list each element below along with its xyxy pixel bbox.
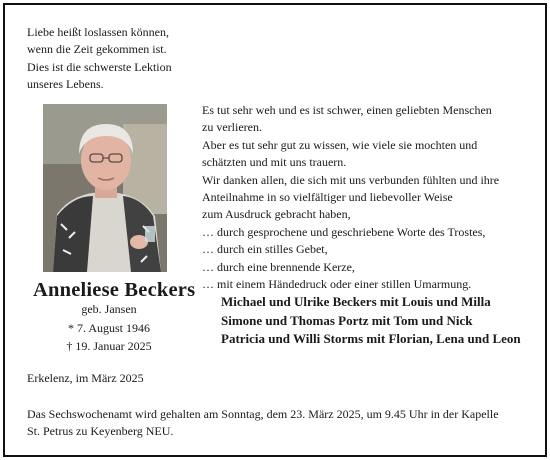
life-dates [33,320,185,355]
poem-line: wenn die Zeit gekommen ist. [27,42,167,57]
message-line: … durch ein stilles Gebet, [202,242,328,257]
message-line: … mit einem Händedruck oder einer stillen Umarmung. [202,276,472,291]
message-line: schätzten und mit uns trauern. [202,155,347,170]
place-and-date: Erkelenz, im März 2025 [27,371,144,385]
death-date: † 19. Januar 2025 [66,338,152,353]
thank-you-message [202,102,499,293]
poem-line: unseres Lebens. [27,77,104,92]
service-line: Das Sechswochenamt wird gehalten am Sonntag, dem 23. März 2025, um 9.45 Uhr in der Kapelle [27,407,499,421]
message-line: Wir danken allen, die sich mit uns verbunden fühlten und ihre [202,172,500,187]
message-line: … durch eine brennende Kerze, [202,259,355,274]
maiden-name: geb. Jansen [81,302,137,316]
poem-line: Liebe heißt loslassen können, [27,25,169,39]
birth-date: * 7. August 1946 [67,321,150,335]
family-line: Michael und Ulrike Beckers mit Louis und Milla [221,294,491,309]
message-line: Anteilnahme in so vielfältiger und liebevoller Weise [202,189,453,204]
deceased-name: Anneliese Beckers [33,279,196,301]
portrait-illustration [43,104,167,272]
family-signatures [221,293,521,349]
message-line: zu verlieren. [202,120,262,135]
portrait-photo [43,104,167,272]
poem-line: Dies ist die schwerste Lektion [27,59,172,74]
memorial-service-note [27,406,499,441]
family-line: Patricia und Willi Storms mit Florian, Lena und Leon [221,331,521,346]
message-line: Es tut sehr weh und es ist schwer, einen geliebten Menschen [202,103,492,117]
service-line: St. Petrus zu Keyenberg NEU. [27,424,174,439]
intro-poem [27,24,172,94]
family-line: Simone und Thomas Portz mit Tom und Nick [221,312,473,328]
message-line: zum Ausdruck gebracht haben, [202,207,351,222]
message-line: Aber es tut sehr gut zu wissen, wie viele sie mochten und [202,137,478,152]
message-line: … durch gesprochene und geschriebene Worte des Trostes, [202,224,486,239]
